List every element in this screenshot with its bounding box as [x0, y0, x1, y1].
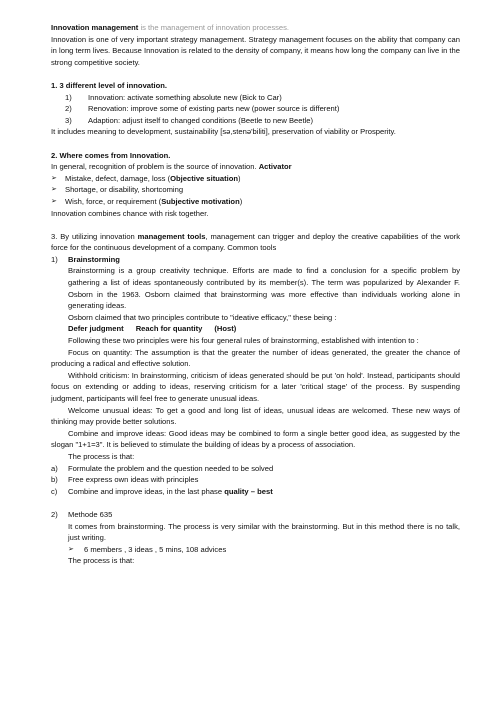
method2-p1: It comes from brainstorming. The process is very similar with the brainstorming. But in this method there is no talk, just writing. [68, 521, 460, 543]
section2-heading: 2. Where comes from Innovation. [51, 150, 171, 160]
document-title [51, 22, 460, 34]
title-definition: is the management of innovation processes. [138, 23, 290, 32]
intro-paragraph: Innovation is one of very important strategy management. Strategy management focuses on the ability that company can in long term lives. Because Innovation is related to the density of company, it means how long the company can live in the strong competitive society. [51, 34, 460, 67]
method1-p4: Focus on quantity: The assumption is that the greater the number of ideas generated, the greater the chance of producing a radical and effective solution. [51, 347, 460, 369]
list-item: ➢ Mistake, defect, damage, loss (Objective situation) [51, 173, 241, 183]
section1-after: It includes meaning to development, sustainability [sə,stenə'biliti], preservation of viability or Prosperity. [51, 127, 396, 137]
list-item: a) Formulate the problem and the question needed to be solved [51, 463, 274, 473]
arrow-bullet-icon: ➢ [51, 174, 57, 182]
arrow-bullet-icon: ➢ [51, 186, 57, 194]
method1-p1: Brainstorming is a group creativity technique. Efforts are made to find a conclusion for a specific problem by gathering a list of ideas spontaneously contributed by its member(s). The term was popularized by Alexander F. Osborn in the 1963. Osborn claimed that brainstorming was more effective than individuals working alone in generating ideas. [68, 266, 460, 311]
method1-p6: Welcome unusual ideas: To get a good and long list of ideas, unusual ideas are welcomed. These new ways of thinking may provide better solutions. [51, 405, 460, 427]
method1-heading: 1) Brainstorming [51, 254, 120, 264]
list-item: b) Free express own ideas with principles [51, 475, 199, 485]
section1-heading: 1. 3 different level of innovation. [51, 80, 168, 90]
method1-p5: Withhold criticism: In brainstorming, criticism of ideas generated should be put 'on hold'. Instead, participants should focus on extending or adding to ideas, reserving criticism for a later 'critical stage' of the process. By suspending judgment, participants will feel free to generate unusual ideas. [51, 370, 460, 403]
list-item: 1) Innovation: activate something absolute new (Bick to Car) [65, 92, 282, 102]
list-item: ➢ Wish, force, or requirement (Subjective motivation) [51, 196, 243, 206]
method1-p3: Following these two principles were his four general rules of brainstorming, established with intention to : [68, 336, 419, 346]
method1-p8: The process is that: [68, 451, 135, 461]
title-term: Innovation management [51, 23, 139, 32]
method2-heading: 2) Methode 635 [51, 509, 113, 519]
list-item: 2) Renovation: improve some of existing parts new (power source is different) [65, 104, 340, 114]
section3-intro: 3. By utilizing innovation management tools, management can trigger and deploy the creative capabilities of the work force for the continuous development of a company. Common tools [51, 231, 460, 253]
list-item: ➢ 6 members , 3 ideas , 5 mins, 108 advices [68, 544, 227, 554]
list-item: 3) Adaption: adjust itself to changed conditions (Beetle to new Beetle) [65, 115, 314, 125]
list-item: ➢ Shortage, or disability, shortcoming [51, 185, 184, 195]
list-item: c) Combine and improve ideas, in the last phase quality – best [51, 486, 273, 496]
method2-p2: The process is that: [68, 556, 135, 566]
method1-p7: Combine and improve ideas: Good ideas may be combined to form a single better good idea, as suggested by the slogan "1+1=3". It is believed to stimulate the building of ideas by a process of association. [51, 428, 460, 450]
document-page [51, 22, 460, 567]
section2-after: Innovation combines chance with risk together. [51, 208, 209, 218]
method1-p2: Osborn claimed that two principles contribute to "ideative efficacy," these being : [68, 312, 337, 322]
arrow-bullet-icon: ➢ [51, 197, 57, 205]
section2-line: In general, recognition of problem is the source of innovation. Activator [51, 162, 292, 172]
arrow-bullet-icon: ➢ [68, 545, 74, 553]
defer-line: Defer judgment Reach for quantity (Host) [68, 324, 237, 334]
